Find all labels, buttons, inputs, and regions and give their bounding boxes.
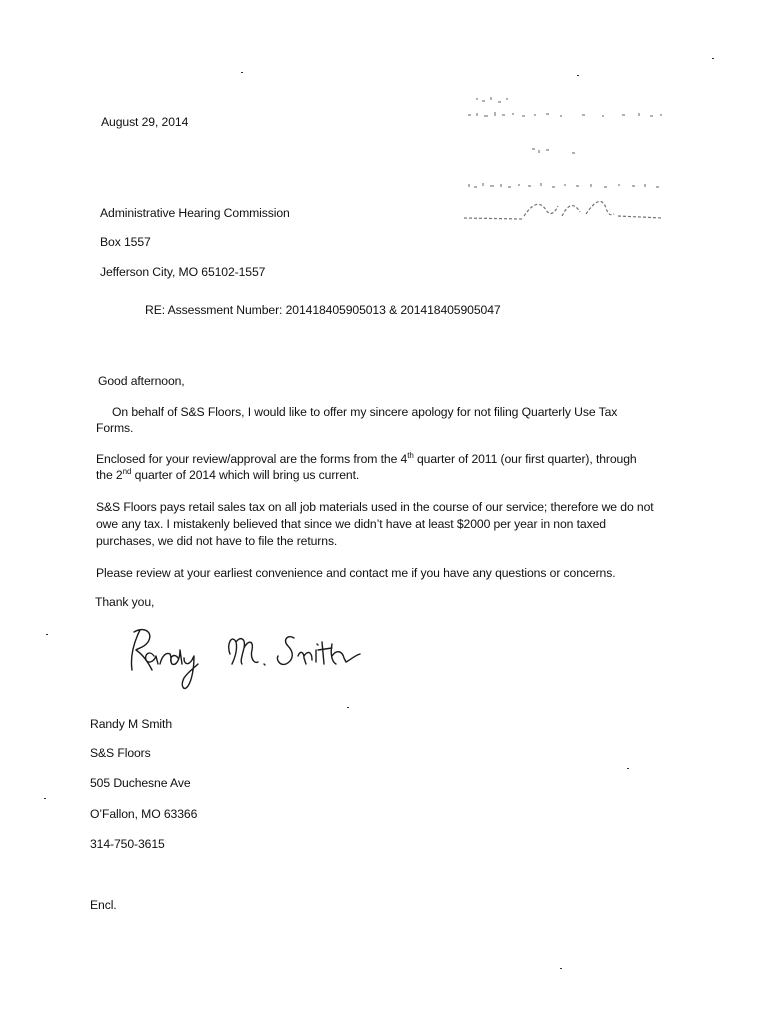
scan-speck: [712, 58, 714, 59]
recipient-city: Jefferson City, MO 65102-1557: [100, 265, 266, 279]
scan-speck: [347, 707, 349, 708]
scan-speck: [560, 968, 562, 969]
para1-line2: Forms.: [96, 421, 134, 435]
sender-name: Randy M Smith: [90, 717, 173, 731]
enclosure-note: Encl.: [90, 898, 117, 912]
letter-date: August 29, 2014: [101, 115, 189, 129]
scan-speck: [46, 634, 48, 635]
scan-speck: [44, 798, 46, 799]
sender-street: 505 Duchesne Ave: [90, 776, 191, 790]
handwritten-signature: [118, 620, 368, 705]
closing: Thank you,: [95, 595, 155, 609]
para2-sup-nd: nd: [122, 467, 132, 476]
para2-text-a: Enclosed for your review/approval are the forms from the 4: [96, 452, 408, 466]
para3-line3: purchases, we did not have to file the returns.: [96, 534, 338, 548]
para2-text-d: quarter of 2014 which will bring us current.: [131, 468, 360, 482]
sender-phone: 314-750-3615: [90, 837, 165, 851]
scan-speck: [241, 72, 243, 73]
para2-text-b: quarter of 2011 (our first quarter), through: [413, 452, 637, 466]
para3-line1: S&S Floors pays retail sales tax on all job materials used in the course of our service; therefore we do not: [96, 500, 654, 514]
sender-company: S&S Floors: [90, 746, 151, 760]
received-stamp: [462, 92, 672, 232]
para2-line2: [96, 467, 359, 483]
para3-line2: owe any tax. I mistakenly believed that since we didn’t have at least $2000 per year in non taxed: [96, 517, 606, 531]
para4: Please review at your earliest convenience and contact me if you have any questions or concerns.: [96, 566, 616, 580]
scan-speck: [627, 768, 629, 769]
scan-speck: [577, 75, 579, 76]
recipient-box: Box 1557: [100, 235, 151, 249]
para2-text-c: the 2: [96, 468, 123, 482]
recipient-name: Administrative Hearing Commission: [100, 206, 290, 220]
greeting: Good afternoon,: [98, 374, 185, 388]
para2-sup-th: th: [407, 451, 414, 460]
para1-line1: On behalf of S&S Floors, I would like to offer my sincere apology for not filing Quarterly Use Tax: [112, 405, 618, 419]
para2-line1: [96, 451, 637, 467]
sender-city: O’Fallon, MO 63366: [90, 807, 198, 821]
re-line: RE: Assessment Number: 201418405905013 & 201418405905047: [145, 303, 501, 317]
